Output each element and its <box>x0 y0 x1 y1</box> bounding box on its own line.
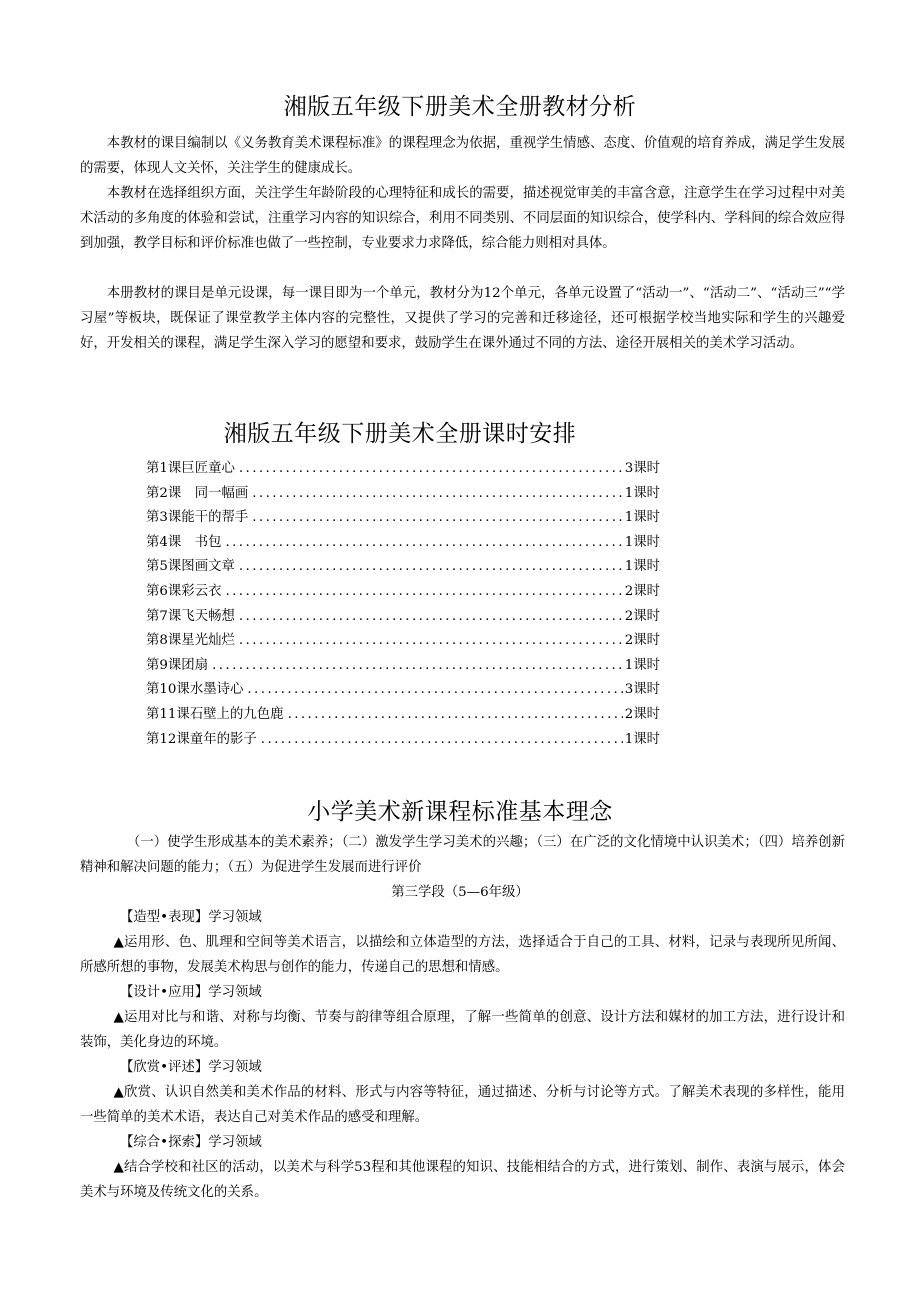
area-description: ▲运用形、色、肌理和空间等美术语言，以描绘和立体造型的方法，选择适合于自己的工具、材料，记录与表现所见所闻、所感所想的事物，发展美术构思与创作的能力，传递自己的思想和情感。 <box>80 935 845 975</box>
standards-intro: （一）使学生形成基本的美术素养；（二）激发学生学习美术的兴趣；（三）在广泛的文化情境中认识美术；（四）培养创新精神和解决问题的能力；（五）为促进学生发展而进行评价 <box>80 835 845 875</box>
area-description: ▲结合学校和社区的活动，以美术与科学53程和其他课程的知识、技能相结合的方式，进行策划、制作、表演与展示，体会美术与环境及传统文化的关系。 <box>80 1160 845 1200</box>
schedule-item <box>146 629 660 654</box>
lesson-hours: 2课时 <box>624 608 660 624</box>
schedule-item <box>146 482 660 507</box>
lesson-name: 第6课彩云衣 <box>146 583 222 599</box>
lesson-name: 第9课团扇 <box>146 657 209 673</box>
analysis-paragraph: 本教材在选择组织方面，关注学生年龄阶段的心理特征和成长的需要，描述视觉审美的丰富含意，注意学生在学习过程中对美术活动的多角度的体验和尝试，注重学习内容的知识综合，利用不同类别、不同层面的知识综合，使学科内、学科间的综合效应得到加强，教学目标和评价标准也做了一些控制，专业要求力求降低，综合能力则相对具体。 <box>80 186 845 251</box>
analysis-title: 湘版五年级下册美术全册教材分析 <box>283 94 637 120</box>
schedule-item <box>146 457 660 482</box>
lesson-schedule-list <box>146 457 660 752</box>
schedule-item <box>146 728 660 753</box>
schedule-item <box>146 678 660 703</box>
analysis-paragraph: 本册教材的课目是单元设课，每一课目即为一个单元，教材分为12个单元，各单元设置了“活动一”、“活动二”、“活动三”“学习屋”等板块，既保证了课堂教学主体内容的完整性，又提供了学习的完善和迁移途径，还可根据学校当地实际和学生的兴趣爱好，开发相关的课程，满足学生深入学习的愿望和要求，鼓励学生在课外通过不同的方法、途径开展相关的美术学习活动。 <box>80 286 845 351</box>
lesson-hours: 3课时 <box>624 461 660 476</box>
schedule-item <box>146 654 660 679</box>
area-heading: 【欣赏•评述】学习领域 <box>120 1060 262 1075</box>
schedule-item <box>146 506 660 531</box>
area-heading: 【综合•探索】学习领域 <box>120 1135 262 1150</box>
dot-leader <box>221 580 622 605</box>
dot-leader <box>284 703 623 728</box>
lesson-hours: 1课时 <box>624 559 660 575</box>
lesson-name: 第5课图画文章 <box>146 559 235 575</box>
lesson-name: 第12课童年的影子 <box>146 731 257 747</box>
dot-leader <box>248 482 622 507</box>
lesson-hours: 1课时 <box>624 510 660 526</box>
schedule-item <box>146 703 660 728</box>
lesson-hours: 1课时 <box>624 731 660 747</box>
lesson-name: 第1课巨匠童心 <box>146 461 235 476</box>
lesson-name: 第10课水墨诗心 <box>146 682 244 698</box>
lesson-name: 第2课 同一幅画 <box>146 485 249 501</box>
lesson-hours: 1课时 <box>624 485 660 501</box>
lesson-hours: 2课时 <box>624 583 660 599</box>
lesson-hours: 1课时 <box>624 657 660 673</box>
schedule-item <box>146 531 660 556</box>
dot-leader <box>248 506 622 531</box>
dot-leader <box>235 629 623 654</box>
dot-leader <box>208 654 623 679</box>
dot-leader <box>243 678 622 703</box>
dot-leader <box>257 728 623 753</box>
dot-leader <box>235 605 623 630</box>
area-description: ▲运用对比与和谐、对称与均衡、节奏与韵律等组合原理，了解一些简单的创意、设计方法和媒材的加工方法，进行设计和装饰，美化身边的环境。 <box>80 1010 845 1050</box>
area-description: ▲欣赏、认识自然美和美术作品的材料、形式与内容等特征，通过描述、分析与讨论等方式。了解美术表现的多样性，能用一些简单的美术术语，表达自己对美术作品的感受和理解。 <box>80 1085 845 1125</box>
lesson-hours: 1课时 <box>624 534 660 550</box>
schedule-item <box>146 555 660 580</box>
dot-leader <box>221 531 622 556</box>
dot-leader <box>235 555 623 580</box>
lesson-name: 第3课能干的帮手 <box>146 510 249 526</box>
area-heading: 【造型•表现】学习领域 <box>120 910 262 925</box>
stage-heading: 第三学段（5—6年级） <box>391 885 529 900</box>
dot-leader <box>235 457 623 482</box>
lesson-hours: 2课时 <box>624 706 660 722</box>
area-heading: 【设计•应用】学习领域 <box>120 985 262 1000</box>
schedule-item <box>146 580 660 605</box>
analysis-paragraph: 本教材的课目编制以《义务教育美术课程标准》的课程理念为依据，重视学生情感、态度、价值观的培育养成，满足学生发展的需要，体现人文关怀，关注学生的健康成长。 <box>80 136 845 176</box>
standards-title: 小学美术新课程标准基本理念 <box>307 799 613 825</box>
schedule-title: 湘版五年级下册美术全册课时安排 <box>223 421 577 447</box>
lesson-name: 第4课 书包 <box>146 534 222 550</box>
lesson-name: 第8课星光灿烂 <box>146 633 235 649</box>
schedule-item <box>146 605 660 630</box>
lesson-hours: 2课时 <box>624 633 660 649</box>
lesson-name: 第7课飞天畅想 <box>146 608 235 624</box>
lesson-name: 第11课石壁上的九色鹿 <box>146 706 284 722</box>
lesson-hours: 3课时 <box>624 682 660 698</box>
